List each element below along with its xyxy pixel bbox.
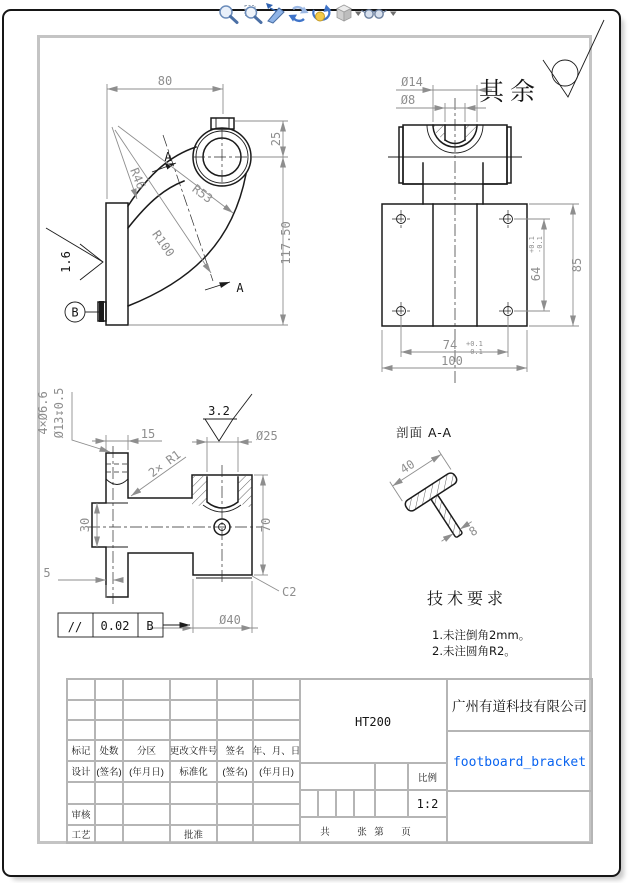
tolerance-frame bbox=[58, 613, 190, 637]
section-label-a1: A bbox=[164, 150, 172, 164]
chevron-down-icon[interactable] bbox=[355, 12, 362, 17]
radius-r53: R53 bbox=[189, 181, 216, 206]
tb-audit: 审核 bbox=[71, 810, 91, 821]
tb-part-name: footboard_bracket bbox=[452, 755, 587, 770]
dim-dia14: Ø14 bbox=[401, 75, 423, 89]
tb-company-name: 广州有道科技有限公司 bbox=[452, 699, 587, 715]
callout-holes: 4×Ø6.6 bbox=[36, 391, 50, 435]
dim-74: 74 bbox=[442, 338, 458, 352]
dim-74-tol-minus: -0.1 bbox=[466, 348, 483, 356]
tb-std-date: (年月日) bbox=[259, 767, 294, 778]
tb-header-zone: 分区 bbox=[136, 746, 157, 757]
tol-datum: B bbox=[146, 619, 154, 633]
dim-85: 85 bbox=[570, 257, 584, 273]
tech-requirements bbox=[427, 589, 530, 658]
dim-30: 30 bbox=[78, 517, 92, 533]
roughness-3-2: 3.2 bbox=[208, 404, 230, 418]
tb-process: 工艺 bbox=[71, 830, 91, 841]
tb-page-unit-label: 页 bbox=[401, 827, 411, 838]
dim-64-tol-minus: -0.1 bbox=[536, 236, 544, 253]
tb-sheet-total-label: 共 bbox=[320, 827, 330, 838]
tb-header-docno: 更改文件号 bbox=[169, 746, 218, 757]
tol-value: 0.02 bbox=[100, 619, 130, 633]
tech-req-note-2: 2.未注圆角R2。 bbox=[432, 644, 516, 658]
tb-std-sign: (签名) bbox=[222, 767, 248, 778]
section-label-a2: A bbox=[236, 281, 244, 295]
tb-material: HT200 bbox=[354, 715, 392, 729]
tb-header-date: 年、月、日 bbox=[252, 746, 301, 757]
radius-r46: R46 bbox=[127, 165, 149, 192]
toolbar bbox=[220, 3, 397, 23]
dim-15: 15 bbox=[140, 427, 156, 441]
dim-64-tol-plus: +0.1 bbox=[528, 236, 536, 253]
view-mode-glasses-icon[interactable] bbox=[362, 10, 387, 18]
datum-target bbox=[99, 301, 104, 322]
bottom-view bbox=[36, 388, 296, 637]
tb-approve: 批准 bbox=[183, 830, 204, 841]
roughness-symbol bbox=[543, 20, 604, 97]
tb-standardize: 标准化 bbox=[179, 767, 208, 778]
view-cube-icon[interactable] bbox=[337, 5, 351, 21]
dim-dia8: Ø8 bbox=[400, 93, 416, 107]
dim-80: 80 bbox=[157, 74, 173, 88]
fly-through-icon[interactable] bbox=[266, 3, 284, 23]
tol-symbol: // bbox=[67, 620, 83, 634]
dim-74-tol-plus: +0.1 bbox=[466, 340, 483, 348]
rest-roughness-label: 其余 bbox=[479, 77, 542, 106]
tb-page-label: 第 bbox=[374, 827, 384, 838]
tb-header-mark: 标记 bbox=[71, 746, 91, 757]
tech-req-note-1: 1.未注倒角2mm。 bbox=[432, 628, 531, 642]
roughness-1-6: 1.6 bbox=[59, 251, 73, 273]
tb-scale-value: 1:2 bbox=[416, 797, 439, 811]
dim-64: 64 bbox=[529, 266, 543, 282]
refresh-icon[interactable] bbox=[289, 7, 309, 22]
dim-100: 100 bbox=[441, 354, 463, 368]
front-view bbox=[382, 20, 604, 385]
chamfer-c2: C2 bbox=[282, 585, 297, 599]
tb-sheet-unit-label: 张 bbox=[357, 827, 367, 838]
tb-header-count: 处数 bbox=[99, 746, 119, 757]
title-block bbox=[67, 679, 592, 843]
dim-40: 40 bbox=[397, 456, 418, 477]
zoom-icon[interactable] bbox=[220, 6, 237, 23]
rotate-view-icon[interactable] bbox=[313, 5, 331, 22]
tb-design-sign: (签名) bbox=[96, 767, 122, 778]
zoom-window-icon[interactable] bbox=[245, 6, 261, 23]
chevron-down-icon[interactable] bbox=[390, 12, 397, 17]
dim-dia40: Ø40 bbox=[219, 613, 241, 627]
mount-holes bbox=[392, 210, 517, 320]
dim-70: 70 bbox=[259, 517, 273, 533]
radius-r100: R100 bbox=[149, 227, 178, 260]
tb-design-date: (年月日) bbox=[129, 767, 164, 778]
datum-b-label: B bbox=[71, 305, 79, 320]
tech-req-title: 技术要求 bbox=[426, 589, 508, 608]
callout-cbore: Ø13↧0.5 bbox=[52, 387, 66, 439]
section-aa-title: 剖面 A-A bbox=[395, 425, 453, 440]
tb-scale-label: 比例 bbox=[417, 773, 438, 784]
section-aa-view bbox=[384, 425, 489, 561]
tb-design: 设计 bbox=[71, 767, 91, 778]
dim-8: 8 bbox=[466, 523, 481, 540]
tb-header-sign: 签名 bbox=[225, 746, 245, 757]
dim-dia25: Ø25 bbox=[256, 429, 278, 443]
dim-5: 5 bbox=[43, 566, 51, 580]
fillet-callout: 2× R1 bbox=[145, 447, 184, 481]
dim-117-50: 117.50 bbox=[279, 221, 293, 265]
side-view bbox=[46, 74, 293, 325]
dim-25: 25 bbox=[269, 131, 283, 147]
